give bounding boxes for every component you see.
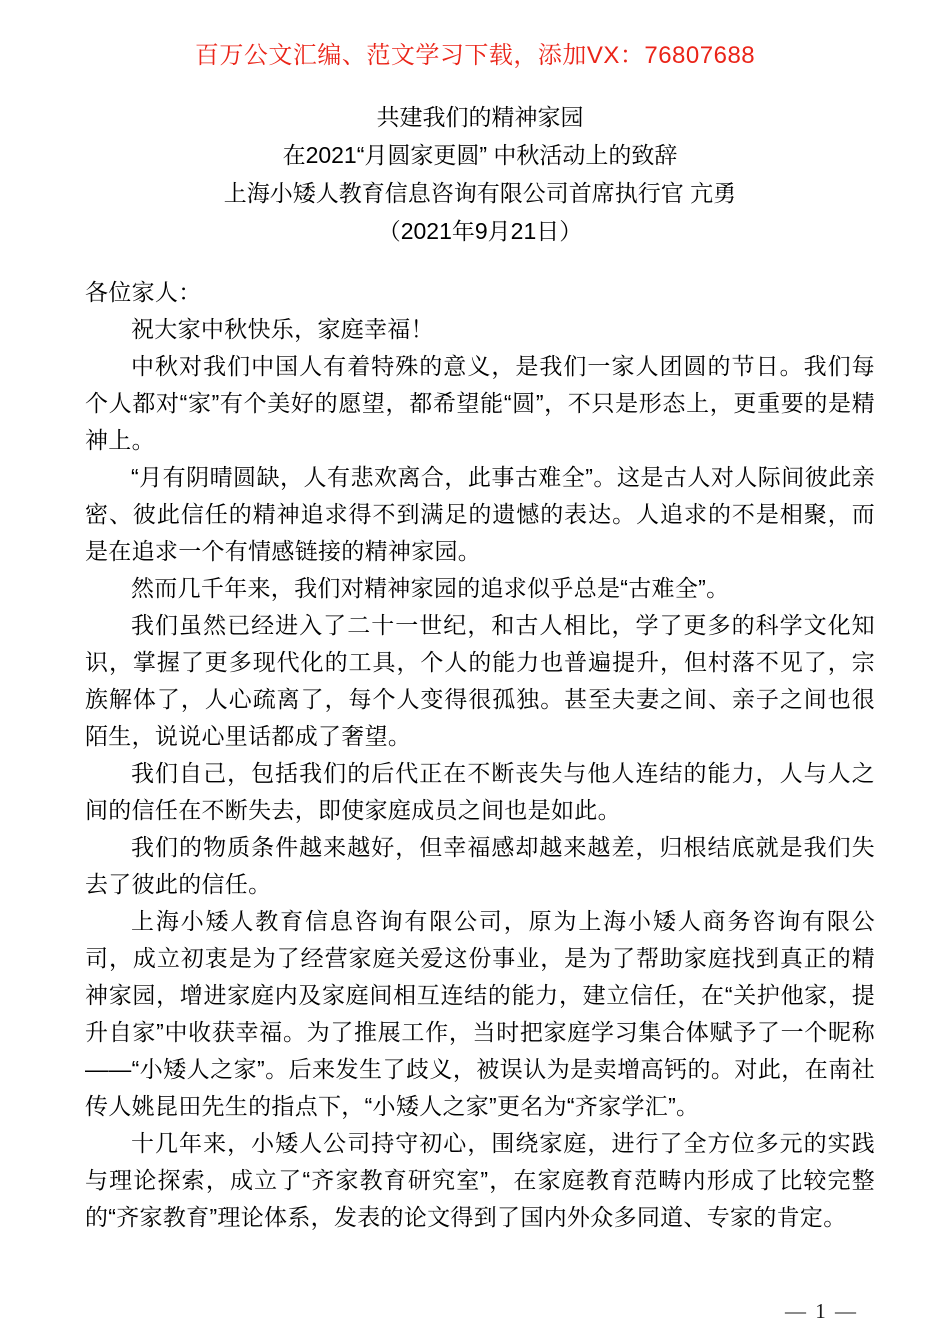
page-number: — 1 — [785,1299,858,1323]
document-body [85,274,875,1236]
paragraph: 十几年来，小矮人公司持守初心，围绕家庭，进行了全方位多元的实践与理论探索，成立了“齐家教育研究室”，在家庭教育范畴内形成了比较完整的“齐家教育”理论体系，发表的论文得到了国内外众多同道、专家的肯定。 [85,1130,875,1230]
paragraph: 我们的物质条件越来越好，但幸福感却越来越差，归根结底就是我们失去了彼此的信任。 [85,834,875,897]
doc-title: 共建我们的精神家园 [376,104,584,130]
salutation: 各位家人： [85,279,202,305]
doc-author: 上海小矮人教育信息咨询有限公司首席执行官 亢勇 [223,180,737,206]
doc-date: （2021年9月21日） [377,218,583,244]
paragraph: 我们虽然已经进入了二十一世纪，和古人相比，学了更多的科学文化知识，掌握了更多现代化的工具，个人的能力也普遍提升，但村落不见了，宗族解体了，人心疏离了，每个人变得很孤独。甚至夫妻之间、亲子之间也很陌生，说说心里话都成了奢望。 [85,612,875,749]
header-notice: 百万公文汇编、范文学习下载，添加VX：76807688 [194,42,756,69]
paragraph: 我们自己，包括我们的后代正在不断丧失与他人连结的能力，人与人之间的信任在不断失去，即使家庭成员之间也是如此。 [85,760,875,823]
paragraph: “月有阴晴圆缺，人有悲欢离合，此事古难全”。这是古人对人际间彼此亲密、彼此信任的精神追求得不到满足的遗憾的表达。人追求的不是相聚，而是在追求一个有情感链接的精神家园。 [85,464,875,564]
title-block [85,98,875,250]
paragraph: 中秋对我们中国人有着特殊的意义，是我们一家人团圆的节日。我们每个人都对“家”有个美好的愿望，都希望能“圆”，不只是形态上，更重要的是精神上。 [85,353,875,453]
paragraph: 上海小矮人教育信息咨询有限公司，原为上海小矮人商务咨询有限公司，成立初衷是为了经营家庭关爱这份事业，是为了帮助家庭找到真正的精神家园，增进家庭内及家庭间相互连结的能力，建立信任，在“关护他家，提升自家”中收获幸福。为了推展工作，当时把家庭学习集合体赋予了一个昵称——“小矮人之家”。后来发生了歧义，被误认为是卖增高钙的。对此，在南社传人姚昆田先生的指点下，“小矮人之家”更名为“齐家学汇”。 [85,908,875,1119]
paragraph: 祝大家中秋快乐，家庭幸福！ [131,316,434,342]
doc-subtitle: 在2021“月圆家更圆” 中秋活动上的致辞 [282,142,678,168]
paragraph: 然而几千年来，我们对精神家园的追求似乎总是“古难全”。 [131,575,730,601]
